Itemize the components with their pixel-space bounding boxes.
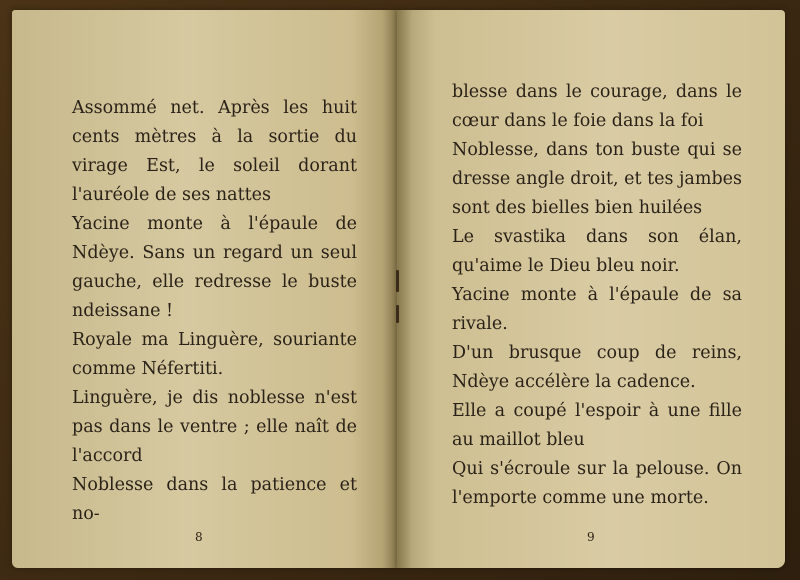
right-page-number: 9	[587, 530, 595, 544]
left-page-text	[72, 94, 357, 529]
right-page-text	[452, 78, 742, 513]
right-paragraph-7: Qui s'écroule sur la pelouse. On l'emporte comme une morte.	[452, 459, 742, 508]
left-page-number: 8	[195, 530, 203, 544]
right-paragraph-2: Noblesse, dans ton buste qui se dresse angle droit, et tes jambes sont des bielles bien huilées	[452, 140, 742, 218]
binding-staple-bottom	[396, 305, 399, 323]
left-paragraph-1: Assommé net. Après les huit cents mètres à la sortie du virage Est, le soleil dorant l'auréole de ses nattes	[72, 98, 357, 205]
left-paragraph-5: Noblesse dans la patience et no-	[72, 475, 357, 524]
right-paragraph-5: D'un brusque coup de reins, Ndèye accélère la cadence.	[452, 343, 742, 392]
right-paragraph-3: Le svastika dans son élan, qu'aime le Dieu bleu noir.	[452, 227, 742, 276]
left-paragraph-2: Yacine monte à l'épaule de Ndèye. Sans un regard un seul gauche, elle redresse le buste ndeissane !	[72, 214, 357, 321]
left-paragraph-3: Royale ma Linguère, souriante comme Néfertiti.	[72, 330, 357, 379]
binding-staple-top	[396, 270, 399, 292]
right-paragraph-4: Yacine monte à l'épaule de sa rivale.	[452, 285, 742, 334]
right-page	[397, 10, 785, 568]
right-paragraph-1: blesse dans le courage, dans le cœur dans le foie dans la foi	[452, 82, 742, 131]
right-paragraph-6: Elle a coupé l'espoir à une fille au maillot bleu	[452, 401, 742, 450]
left-paragraph-4: Linguère, je dis noblesse n'est pas dans le ventre ; elle naît de l'accord	[72, 388, 357, 466]
left-page	[12, 10, 397, 568]
